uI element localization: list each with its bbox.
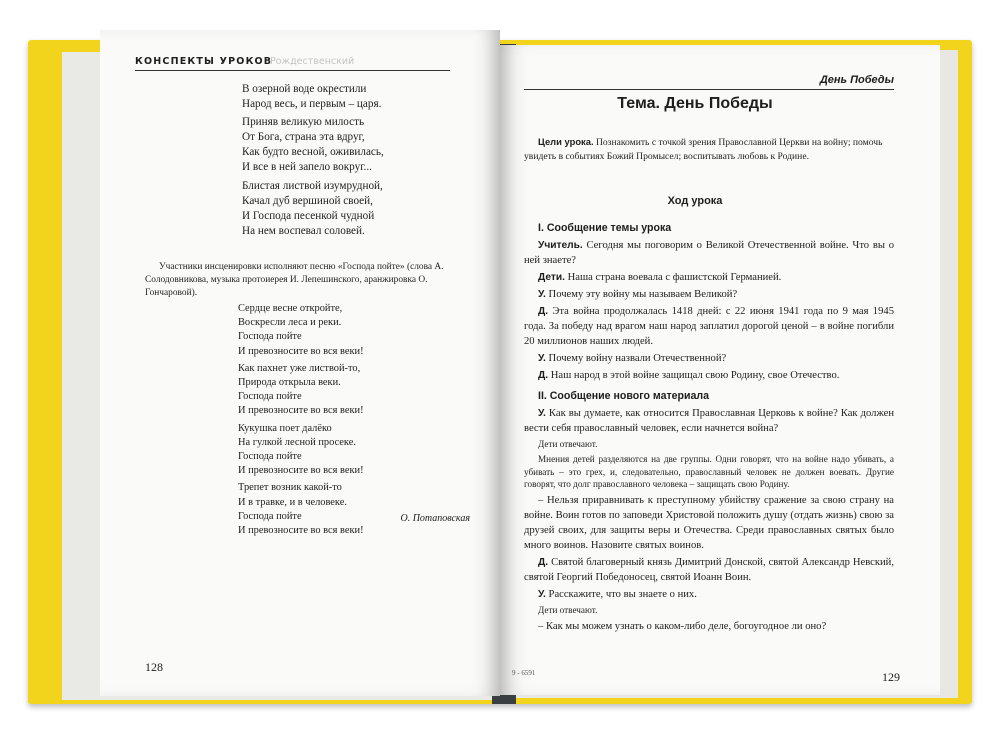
speaker-label: У. bbox=[538, 353, 546, 364]
verse-line: И превозносите во вся веки! bbox=[238, 465, 364, 477]
verse-line: И Господа песенкой чудной bbox=[242, 209, 375, 222]
verse-line: Господа пойте bbox=[238, 451, 302, 463]
dialogue-text: Эта война продолжалась 1418 дней: с 22 июня 1941 года по 9 мая 1945 года. За победу над врагом наш народ заплатил дорогой ценой – в войне погибли 20 миллионов наших людей. bbox=[524, 306, 894, 347]
verse-line: И превозносите во вся веки! bbox=[238, 525, 364, 537]
dialogue-line bbox=[524, 351, 894, 366]
speaker-label: Д. bbox=[538, 557, 549, 569]
right-running-header bbox=[524, 71, 894, 90]
verse-line: От Бога, страна эта вдруг, bbox=[242, 131, 365, 144]
verse-line: Качал дуб вершиной своей, bbox=[242, 194, 373, 207]
stage-note: Дети отвечают. bbox=[538, 605, 598, 616]
verse-line: Господа пойте bbox=[238, 331, 302, 343]
dialogue-line bbox=[524, 587, 894, 602]
song-intro: Участники инсценировки исполняют песню «Господа пойте» (слова А. Солодовникова, музыка протоиерея И. Лепешинского, аранжировка О. Гончаровой). bbox=[145, 262, 444, 298]
dialogue-text: Святой благоверный князь Димитрий Донской, святой Александр Невский, святой Георгий Победоносец, святой Иоанн Воин. bbox=[524, 557, 894, 584]
verse-line: И все в ней запело вокруг... bbox=[242, 161, 372, 174]
verse-line: Господа пойте bbox=[238, 391, 302, 403]
dialogue-text: Почему эту войну мы называем Великой? bbox=[545, 289, 738, 300]
verse-line: И превозносите во вся веки! bbox=[238, 405, 364, 417]
verse-line: Как будто весной, оживилась, bbox=[242, 146, 384, 159]
left-header-ghost: Рождественский bbox=[270, 56, 355, 67]
teacher-answer: – Как мы можем узнать о каком-либо деле, богоугодное ли оно? bbox=[538, 620, 827, 632]
lesson-goals bbox=[524, 135, 894, 163]
dialogue-line bbox=[524, 368, 894, 383]
goals-label: Цели урока. bbox=[538, 136, 594, 147]
stage-note: Мнения детей разделяются на две группы. Одни говорят, что на войне надо убивать, а убивать – это грех, и, следовательно, православный человек не должен воевать. Другие говорят, что долг православного человека – защищать свою Родину. bbox=[524, 453, 894, 490]
dialogue-line bbox=[524, 304, 894, 349]
dialogue-line bbox=[524, 287, 894, 302]
left-running-header bbox=[135, 50, 450, 71]
speaker-label: Учитель. bbox=[538, 240, 583, 251]
dialogue-line bbox=[524, 555, 894, 585]
lesson-title: Тема. День Победы bbox=[617, 95, 773, 112]
verse-line: Природа открыла веки. bbox=[238, 377, 341, 389]
speaker-label: Д. bbox=[538, 306, 549, 317]
section-heading-1: I. Сообщение темы урока bbox=[538, 222, 672, 234]
speaker-label: У. bbox=[538, 408, 546, 419]
dialogue-line bbox=[524, 238, 894, 268]
teacher-answer: – Нельзя приравнивать к преступному убийству сражение за свою страну на войне. Воин готов по заповеди Христовой положить душу (отдать жизнь) свою за друзей своих, для защиты веры и Отечества. Среди православных святых было много воинов. Назовите святых воинов. bbox=[524, 495, 894, 552]
dialogue-text: Как вы думаете, как относится Православная Церковь к войне? Как должен вести себя православный человек, если начнется война? bbox=[524, 408, 894, 434]
lesson-body bbox=[524, 215, 894, 636]
poem-signature: О. Потаповская bbox=[400, 513, 470, 524]
dialogue-line bbox=[524, 406, 894, 436]
verse-line: Господа пойте bbox=[238, 510, 302, 522]
right-page bbox=[500, 45, 940, 695]
verse-line: Трепет возник какой-то bbox=[238, 482, 342, 494]
goals-text: Познакомить с точкой зрения Православной Церкви на войну; помочь увидеть в событиях Божий Промысел; воспитывать любовь к Родине. bbox=[524, 137, 883, 162]
speaker-label: Д. bbox=[538, 370, 549, 381]
verse-line: Кукушка поет далёко bbox=[238, 422, 332, 434]
section-heading-2: II. Сообщение нового материала bbox=[538, 390, 710, 402]
verse-line: На гулкой лесной просеке. bbox=[238, 436, 356, 448]
verse-line: Как пахнет уже листвой-то, bbox=[238, 362, 361, 374]
left-page bbox=[100, 30, 500, 696]
speaker-label: У. bbox=[538, 589, 546, 601]
lesson-progress-heading: Ход урока bbox=[667, 195, 723, 207]
speaker-label: Дети. bbox=[538, 272, 565, 283]
speaker-label: У. bbox=[538, 289, 546, 300]
verse-line: Народ весь, и первым – царя. bbox=[242, 98, 382, 111]
verse-line: В озерной воде окрестили bbox=[242, 83, 367, 95]
verse-line: Блистая листвой изумрудной, bbox=[242, 179, 383, 192]
dialogue-text: Наш народ в этой войне защищал свою Родину, свое Отечество. bbox=[548, 370, 840, 381]
verse-line: И в травке, и в человеке. bbox=[238, 496, 347, 508]
verse-block-1 bbox=[242, 82, 384, 239]
right-header-title: День Победы bbox=[819, 74, 894, 86]
page-number-right: 129 bbox=[882, 670, 900, 684]
stage-note: Дети отвечают. bbox=[538, 439, 598, 449]
dialogue-text: Почему войну назвали Отечественной? bbox=[545, 353, 727, 364]
left-header-title: КОНСПЕКТЫ УРОКОВ bbox=[135, 56, 273, 67]
print-signature: 9 - 6591 bbox=[512, 669, 536, 677]
verse-line: Сердце весне откройте, bbox=[238, 303, 343, 314]
verse-line: Воскресли леса и реки. bbox=[238, 317, 342, 329]
verse-line: И превозносите во вся веки! bbox=[238, 345, 364, 357]
verse-block-2 bbox=[238, 302, 364, 538]
verse-line: Приняв великую милость bbox=[242, 116, 365, 129]
verse-line: На нем воспевал соловей. bbox=[242, 224, 365, 237]
dialogue-line bbox=[524, 270, 894, 285]
dialogue-text: Сегодня мы поговорим о Великой Отечественной войне. Что вы о ней знаете? bbox=[524, 240, 894, 266]
dialogue-text: Наша страна воевала с фашистской Германией. bbox=[565, 272, 782, 283]
dialogue-text: Расскажите, что вы знаете о них. bbox=[545, 589, 697, 601]
page-number-left: 128 bbox=[145, 660, 163, 674]
